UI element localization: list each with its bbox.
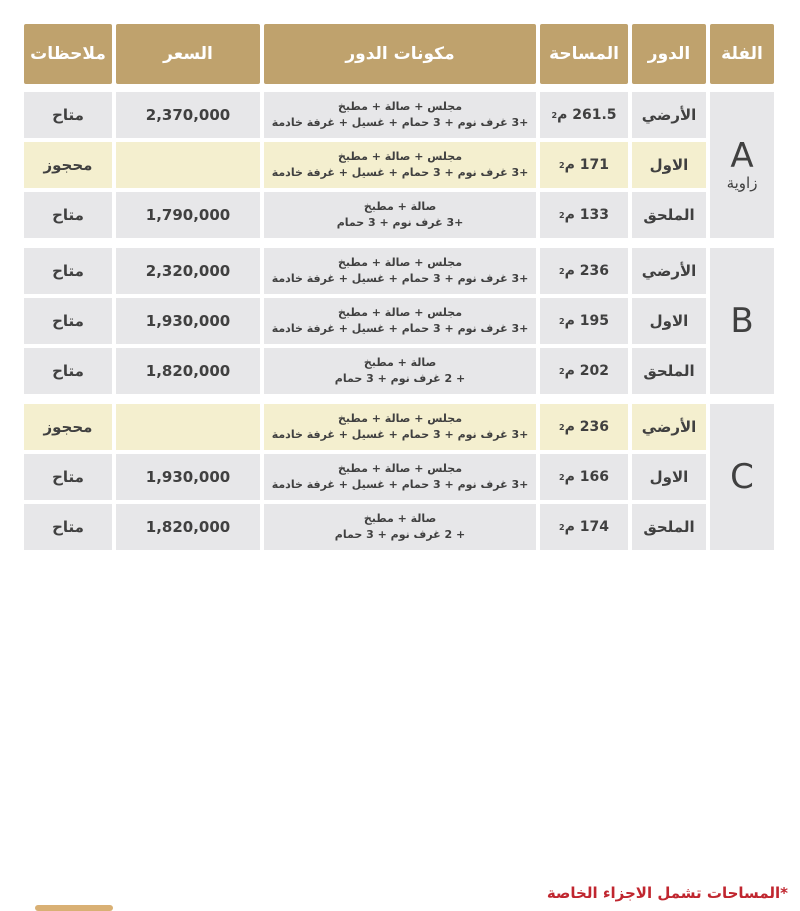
- price-cell: 1,930,000: [116, 454, 260, 500]
- status-cell: محجوز: [24, 142, 112, 188]
- components-cell: [264, 92, 536, 138]
- components-line-1: صالة + مطبخ: [363, 356, 437, 369]
- square-unit: 2: [559, 316, 565, 326]
- header-area: المساحة: [540, 24, 628, 84]
- footnote: *المساحات تشمل الاجزاء الخاصة: [546, 884, 788, 902]
- components-line-1: مجلس + صالة + مطبخ: [337, 256, 463, 269]
- area-value: 195 م: [564, 313, 609, 329]
- villa-letter: A: [730, 136, 754, 176]
- area-value: 236 م: [564, 419, 609, 435]
- status-cell: متاح: [24, 248, 112, 294]
- components-line-2: +3 غرف نوم + 3 حمام: [336, 216, 464, 229]
- area-cell: [540, 298, 628, 344]
- area-value: 202 م: [564, 363, 609, 379]
- header-notes: ملاحظات: [24, 24, 112, 84]
- floor-cell: الاول: [632, 454, 706, 500]
- floor-cell: الأرضي: [632, 248, 706, 294]
- area-cell: [540, 454, 628, 500]
- square-unit: 2: [559, 366, 565, 376]
- floor-cell: الملحق: [632, 504, 706, 550]
- villa-cell: [710, 92, 774, 238]
- area-value: 261.5 م: [557, 107, 617, 123]
- price-cell: [116, 404, 260, 450]
- status-cell: متاح: [24, 298, 112, 344]
- components-line-1: مجلس + صالة + مطبخ: [337, 150, 463, 163]
- area-cell: [540, 348, 628, 394]
- price-cell: 1,790,000: [116, 192, 260, 238]
- square-unit: 2: [551, 110, 558, 120]
- components-line-1: مجلس + صالة + مطبخ: [337, 412, 463, 425]
- area-value: 171 م: [564, 157, 609, 173]
- footer-accent-bar: [35, 905, 113, 911]
- status-cell: محجوز: [24, 404, 112, 450]
- components-line-1: صالة + مطبخ: [363, 200, 437, 213]
- status-cell: متاح: [24, 348, 112, 394]
- area-value: 166 م: [564, 469, 609, 485]
- status-cell: متاح: [24, 192, 112, 238]
- components-line-2: + 2 غرف نوم + 3 حمام: [334, 372, 466, 385]
- status-cell: متاح: [24, 454, 112, 500]
- header-components: مكونات الدور: [264, 24, 536, 84]
- components-line-1: مجلس + صالة + مطبخ: [337, 306, 463, 319]
- price-cell: 1,820,000: [116, 504, 260, 550]
- status-cell: متاح: [24, 92, 112, 138]
- components-cell: [264, 298, 536, 344]
- price-cell: 1,820,000: [116, 348, 260, 394]
- square-unit: 2: [559, 266, 565, 276]
- components-line-2: +3 غرف نوم + 3 حمام + غسيل + غرفة خادمة: [271, 478, 529, 491]
- components-cell: [264, 348, 536, 394]
- components-line-2: +3 غرف نوم + 3 حمام + غسيل + غرفة خادمة: [271, 166, 529, 179]
- area-cell: [540, 504, 628, 550]
- square-unit: 2: [559, 160, 565, 170]
- area-cell: [540, 92, 628, 138]
- square-unit: 2: [559, 472, 565, 482]
- area-value: 174 م: [564, 519, 609, 535]
- villa-letter: B: [730, 301, 754, 341]
- components-line-2: +3 غرف نوم + 3 حمام + غسيل + غرفة خادمة: [271, 272, 529, 285]
- floor-cell: الأرضي: [632, 404, 706, 450]
- area-cell: [540, 404, 628, 450]
- components-line-1: مجلس + صالة + مطبخ: [337, 462, 463, 475]
- area-value: 133 م: [564, 207, 609, 223]
- components-line-2: + 2 غرف نوم + 3 حمام: [334, 528, 466, 541]
- components-cell: [264, 404, 536, 450]
- price-cell: [116, 142, 260, 188]
- components-cell: [264, 454, 536, 500]
- floor-cell: الملحق: [632, 192, 706, 238]
- area-cell: [540, 142, 628, 188]
- components-cell: [264, 504, 536, 550]
- floor-cell: الاول: [632, 298, 706, 344]
- villa-subtitle: زاوية: [726, 174, 758, 192]
- header-floor: الدور: [632, 24, 706, 84]
- components-cell: [264, 192, 536, 238]
- components-cell: [264, 248, 536, 294]
- area-cell: [540, 248, 628, 294]
- price-cell: 2,320,000: [116, 248, 260, 294]
- components-line-2: +3 غرف نوم + 3 حمام + غسيل + غرفة خادمة: [271, 428, 529, 441]
- status-cell: متاح: [24, 504, 112, 550]
- floor-cell: الملحق: [632, 348, 706, 394]
- components-cell: [264, 142, 536, 188]
- header-villa: الفلة: [710, 24, 774, 84]
- area-cell: [540, 192, 628, 238]
- square-unit: 2: [559, 522, 565, 532]
- villa-cell: [710, 404, 774, 550]
- area-value: 236 م: [564, 263, 609, 279]
- price-cell: 2,370,000: [116, 92, 260, 138]
- floor-cell: الاول: [632, 142, 706, 188]
- square-unit: 2: [559, 422, 565, 432]
- price-cell: 1,930,000: [116, 298, 260, 344]
- floor-cell: الأرضي: [632, 92, 706, 138]
- components-line-1: مجلس + صالة + مطبخ: [337, 100, 463, 113]
- square-unit: 2: [559, 210, 565, 220]
- components-line-1: صالة + مطبخ: [363, 512, 437, 525]
- villa-letter: C: [730, 457, 754, 497]
- components-line-2: +3 غرف نوم + 3 حمام + غسيل + غرفة خادمة: [271, 322, 529, 335]
- villa-cell: [710, 248, 774, 394]
- components-line-2: +3 غرف نوم + 3 حمام + غسيل + غرفة خادمة: [271, 116, 529, 129]
- header-price: السعر: [116, 24, 260, 84]
